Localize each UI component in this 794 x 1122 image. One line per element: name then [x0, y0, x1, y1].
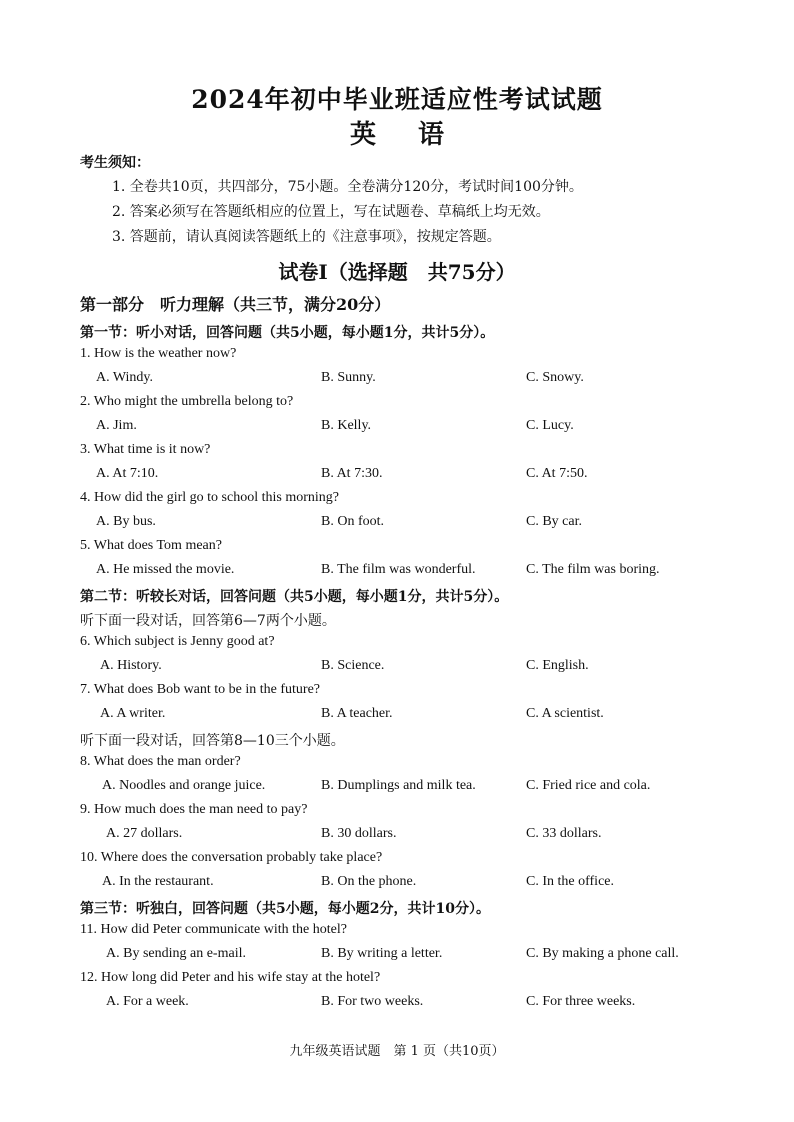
section-heading: 第一节：听小对话，回答问题（共5小题，每小题1分，共计5分）。	[80, 325, 495, 341]
option-c: C. In the office.	[526, 874, 614, 889]
option-a: A. In the restaurant.	[102, 874, 214, 889]
option-a: A. 27 dollars.	[106, 826, 183, 841]
notice-item: 3. 答题前，请认真阅读答题纸上的《注意事项》，按规定答题。	[112, 229, 501, 245]
option-b: B. The film was wonderful.	[321, 562, 476, 577]
option-c: C. Fried rice and cola.	[526, 778, 651, 793]
notice-item: 2. 答案必须写在答题纸相应的位置上，写在试题卷、草稿纸上均无效。	[112, 204, 550, 220]
option-c: C. At 7:50.	[526, 466, 588, 481]
option-b: B. Kelly.	[321, 418, 372, 433]
option-b: B. Dumplings and milk tea.	[321, 778, 476, 793]
part-heading: 第一部分 听力理解（共三节，满分20分）	[80, 295, 391, 314]
option-c: C. 33 dollars.	[526, 826, 602, 841]
option-b: B. A teacher.	[321, 706, 393, 721]
question-stem: 11. How did Peter communicate with the hotel?	[80, 922, 347, 937]
question-stem: 1. How is the weather now?	[80, 346, 237, 361]
option-b: B. Science.	[321, 658, 385, 673]
question-stem: 12. How long did Peter and his wife stay at the hotel?	[80, 970, 381, 985]
question-stem: 4. How did the girl go to school this morning?	[80, 490, 339, 505]
option-c: C. By car.	[526, 514, 582, 529]
option-a: A. A writer.	[100, 706, 166, 721]
option-b: B. 30 dollars.	[321, 826, 397, 841]
paper-heading: 试卷Ⅰ（选择题 共75分）	[278, 260, 516, 284]
option-a: A. At 7:10.	[96, 466, 159, 481]
exam-subject: 英语	[349, 120, 486, 150]
exam-title: 2024年初中毕业班适应性考试试题	[191, 85, 603, 114]
question-stem: 8. What does the man order?	[80, 754, 241, 769]
option-a: A. For a week.	[106, 994, 189, 1009]
question-stem: 10. Where does the conversation probably take place?	[80, 850, 383, 865]
question-stem: 3. What time is it now?	[80, 442, 211, 457]
question-stem: 6. Which subject is Jenny good at?	[80, 634, 275, 649]
option-b: B. At 7:30.	[321, 466, 383, 481]
instruction: 听下面一段对话，回答第6—7两个小题。	[80, 613, 336, 629]
option-b: B. Sunny.	[321, 370, 376, 385]
option-c: C. A scientist.	[526, 706, 604, 721]
option-a: A. He missed the movie.	[96, 562, 235, 577]
option-c: C. For three weeks.	[526, 994, 636, 1009]
option-a: A. Jim.	[96, 418, 137, 433]
question-stem: 9. How much does the man need to pay?	[80, 802, 308, 817]
section-heading: 第三节：听独白，回答问题（共5小题，每小题2分，共计10分）。	[80, 901, 490, 917]
option-c: C. The film was boring.	[526, 562, 660, 577]
option-c: C. By making a phone call.	[526, 946, 679, 961]
option-a: A. By sending an e-mail.	[106, 946, 246, 961]
option-b: B. On the phone.	[321, 874, 417, 889]
option-c: C. Snowy.	[526, 370, 584, 385]
instruction: 听下面一段对话，回答第8—10三个小题。	[80, 733, 345, 749]
option-a: A. By bus.	[96, 514, 156, 529]
section-heading: 第二节：听较长对话，回答问题（共5小题，每小题1分，共计5分）。	[80, 589, 509, 605]
question-stem: 2. Who might the umbrella belong to?	[80, 394, 294, 409]
option-a: A. Noodles and orange juice.	[102, 778, 266, 793]
option-a: A. History.	[100, 658, 162, 673]
option-c: C. English.	[526, 658, 589, 673]
option-b: B. On foot.	[321, 514, 384, 529]
option-c: C. Lucy.	[526, 418, 574, 433]
notice-item: 1. 全卷共10页，共四部分，75小题。全卷满分120分，考试时间100分钟。	[112, 179, 583, 195]
option-b: B. For two weeks.	[321, 994, 424, 1009]
notice-title: 考生须知：	[80, 155, 150, 171]
page-footer: 九年级英语试题 第 1 页（共10页）	[289, 1044, 505, 1059]
option-a: A. Windy.	[96, 370, 153, 385]
question-stem: 7. What does Bob want to be in the future?	[80, 682, 321, 697]
option-b: B. By writing a letter.	[321, 946, 443, 961]
question-stem: 5. What does Tom mean?	[80, 538, 222, 553]
